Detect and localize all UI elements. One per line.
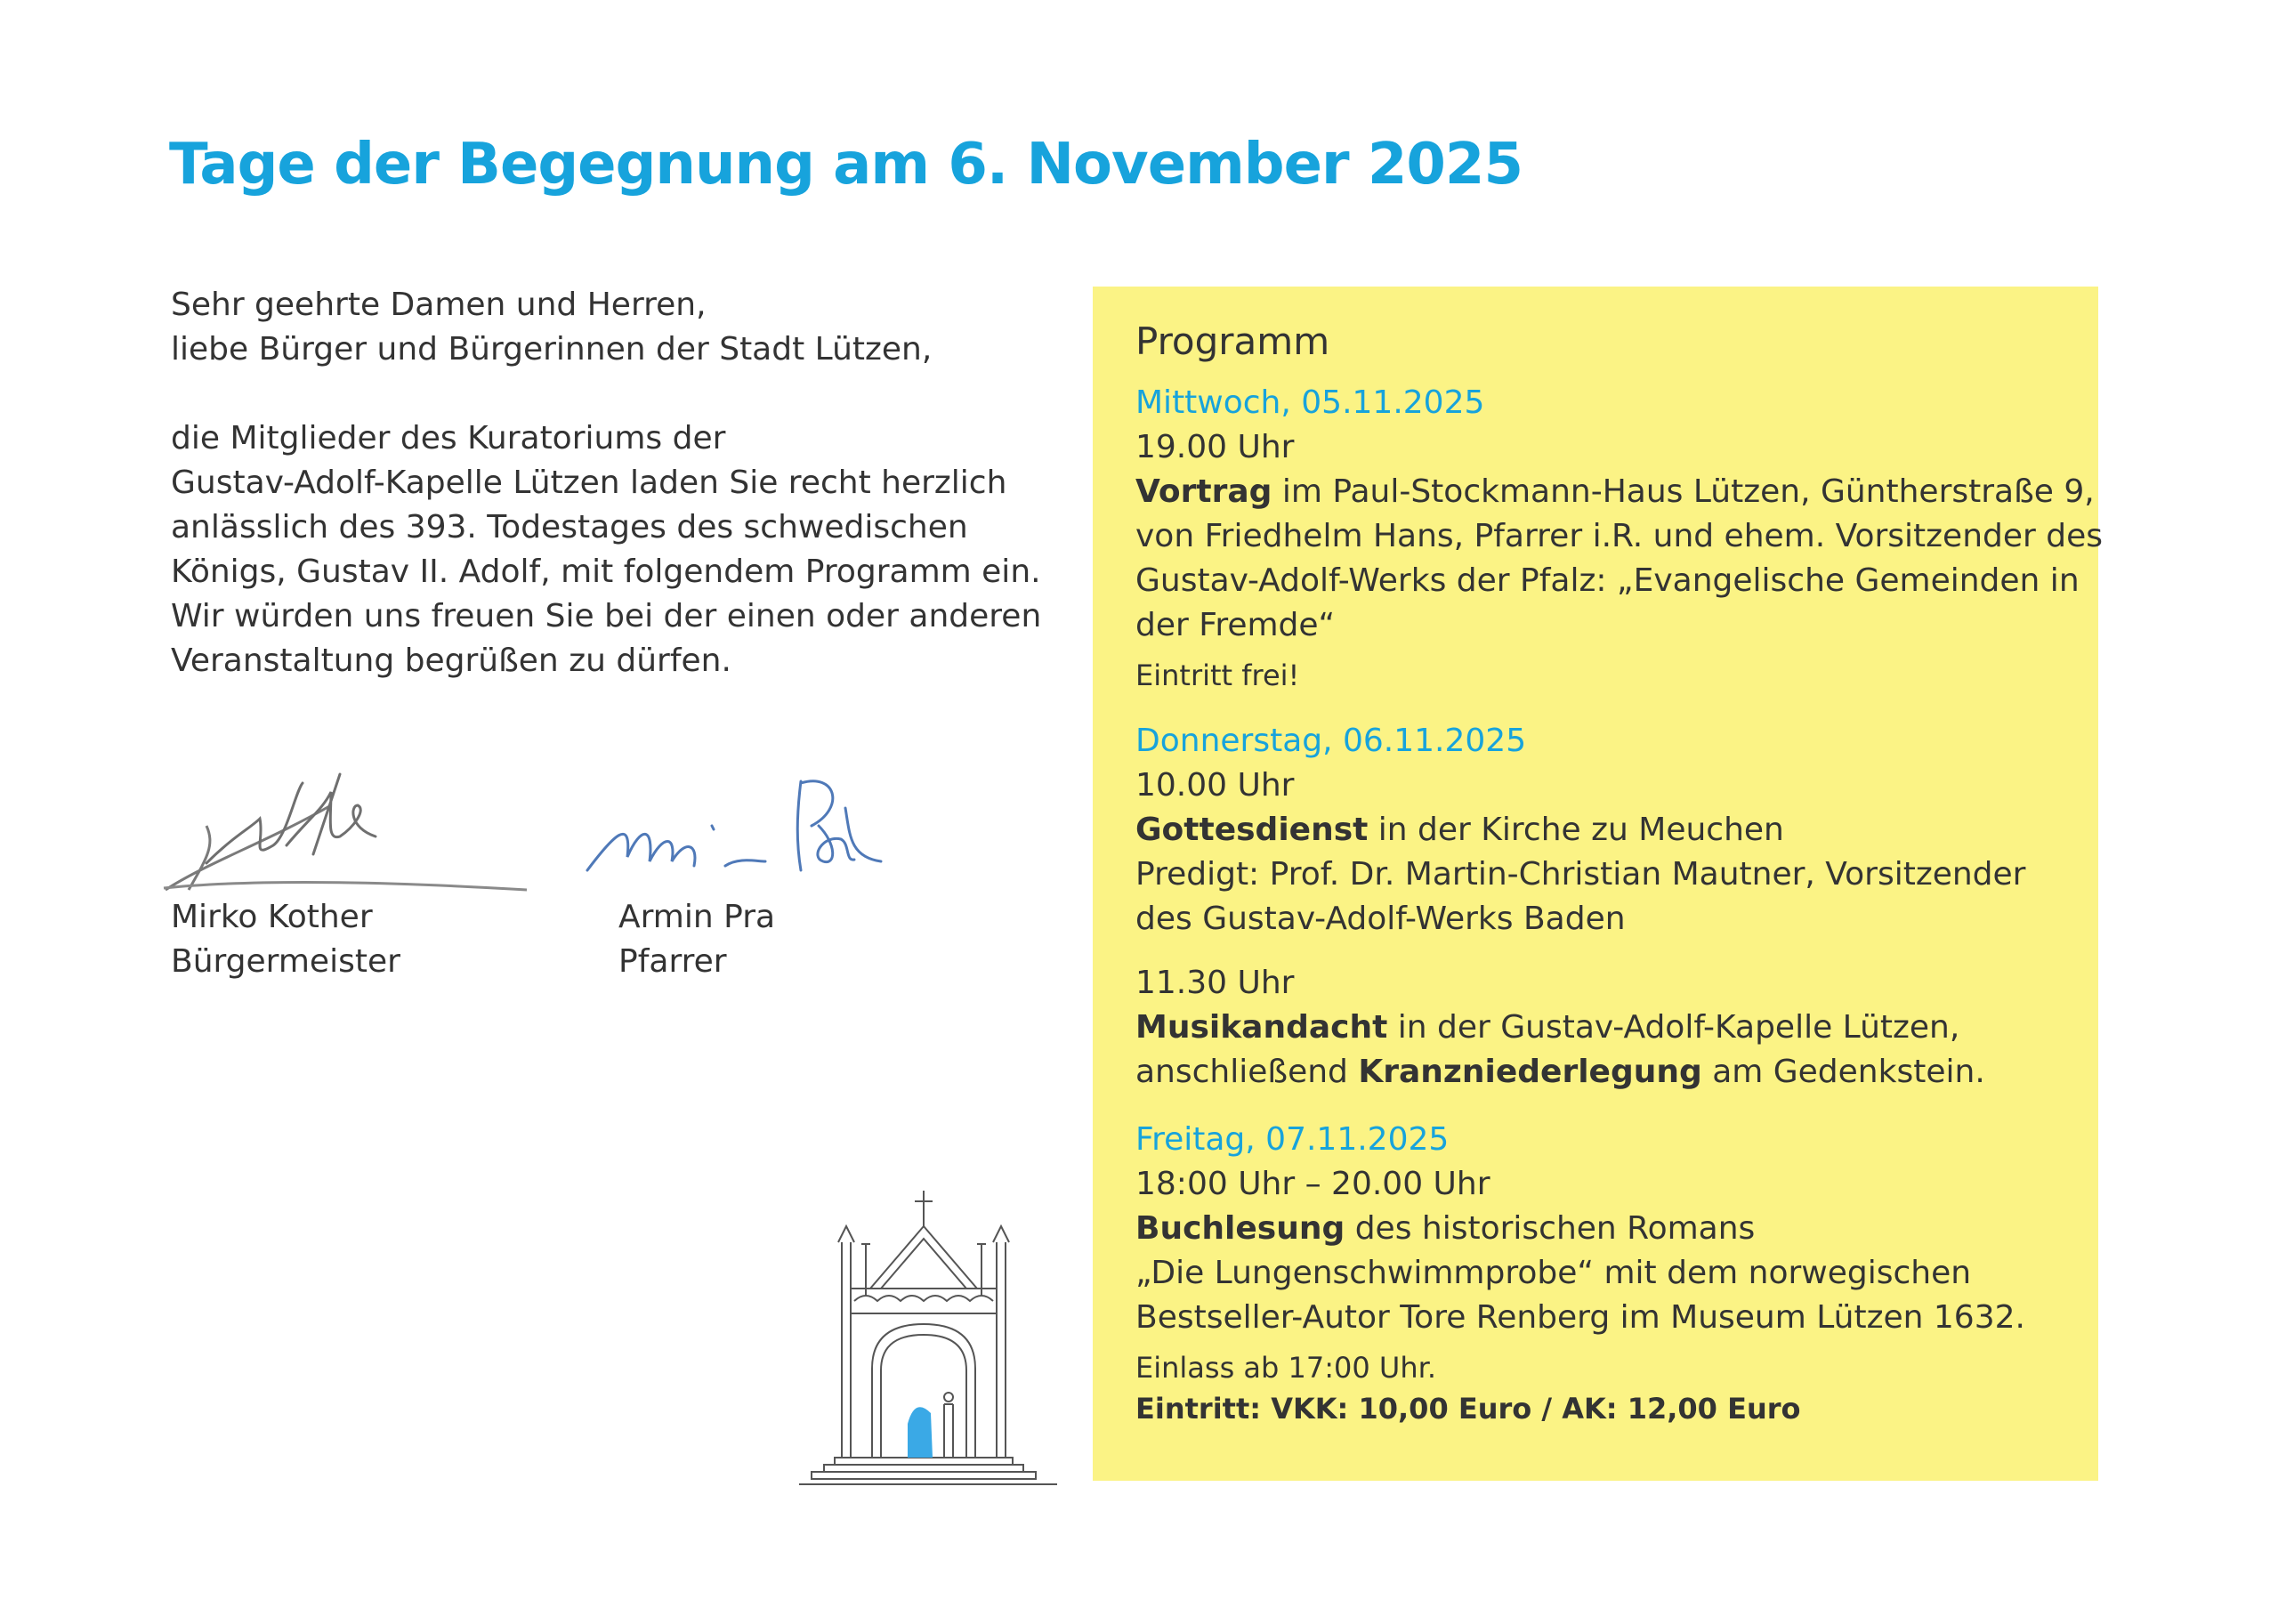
signatory-role: Pfarrer	[618, 943, 727, 980]
event-text: im Paul-Stockmann-Haus Lützen, Güntherstraße 9,	[1272, 473, 2095, 510]
admission-note: Eintritt frei!	[1135, 658, 1300, 692]
event-text: des historischen Romans	[1345, 1210, 1756, 1247]
salutation-line: liebe Bürger und Bürgerinnen der Stadt Lützen,	[171, 331, 933, 368]
event-title: Musikandacht	[1135, 1009, 1388, 1046]
salutation-line: Sehr geehrte Damen und Herren,	[171, 287, 707, 323]
signature-mayor	[153, 756, 536, 908]
page-title: Tage der Begegnung am 6. November 2025	[169, 132, 1523, 198]
event-title: Buchlesung	[1135, 1210, 1345, 1247]
signatory-name: Mirko Kother	[171, 899, 373, 935]
program-time: 18:00 Uhr – 20.00 Uhr	[1135, 1166, 1490, 1202]
program-day-date: Donnerstag, 06.11.2025	[1135, 723, 1527, 759]
signatory-name: Armin Pra	[618, 899, 776, 935]
program-event-line: der Fremde“	[1135, 607, 1336, 643]
program-panel	[1093, 287, 2104, 1481]
body-line: Gustav-Adolf-Kapelle Lützen laden Sie recht herzlich	[171, 465, 1007, 501]
program-event-line: des Gustav-Adolf-Werks Baden	[1135, 901, 1626, 937]
program-event-line	[1135, 1006, 2063, 1050]
spacer	[171, 372, 1061, 416]
program-event-line: Gustav-Adolf-Werks der Pfalz: „Evangelische Gemeinden in	[1135, 562, 2080, 599]
body-line: Wir würden uns freuen Sie bei der einen oder anderen	[171, 598, 1042, 634]
event-text: am Gedenkstein.	[1701, 1054, 1985, 1090]
program-event-line: von Friedhelm Hans, Pfarrer i.R. und ehem. Vorsitzender des	[1135, 518, 2104, 554]
event-title: Gottesdienst	[1135, 812, 1369, 848]
chapel-illustration	[799, 1191, 1057, 1486]
program-event-line	[1135, 808, 2063, 852]
signatory-role: Bürgermeister	[171, 943, 400, 980]
body-line: die Mitglieder des Kuratoriums der	[171, 420, 726, 456]
program-event-line	[1135, 1207, 2063, 1251]
program-time: 19.00 Uhr	[1135, 429, 1295, 465]
program-event-line	[1135, 470, 2095, 514]
event-title: Vortrag	[1135, 473, 1272, 510]
event-text: anschließend	[1135, 1054, 1359, 1090]
body-line: Königs, Gustav II. Adolf, mit folgendem Programm ein.	[171, 553, 1041, 590]
event-text: in der Gustav-Adolf-Kapelle Lützen,	[1387, 1009, 1960, 1046]
program-time: 11.30 Uhr	[1135, 965, 1295, 1001]
body-line: anlässlich des 393. Todestages des schwedischen	[171, 509, 968, 545]
signature-pastor	[578, 772, 908, 888]
program-day-date: Freitag, 07.11.2025	[1135, 1121, 1450, 1158]
program-event-line: „Die Lungenschwimmprobe“ mit dem norwegischen	[1135, 1255, 1972, 1291]
program-event-line: Predigt: Prof. Dr. Martin-Christian Mautner, Vorsitzender	[1135, 856, 2026, 893]
body-line: Veranstaltung begrüßen zu dürfen.	[171, 642, 731, 679]
program-day-date: Mittwoch, 05.11.2025	[1135, 384, 1485, 421]
program-time: 10.00 Uhr	[1135, 767, 1295, 804]
admission-price: Eintritt: VKK: 10,00 Euro / AK: 12,00 Euro	[1135, 1392, 1801, 1426]
event-text: in der Kirche zu Meuchen	[1368, 812, 1784, 848]
program-heading: Programm	[1135, 319, 1330, 363]
program-event-line	[1135, 1050, 2063, 1095]
letter-text	[171, 283, 1061, 683]
program-event-line: Bestseller-Autor Tore Renberg im Museum Lützen 1632.	[1135, 1299, 2025, 1336]
event-title: Kranzniederlegung	[1358, 1054, 1702, 1090]
admission-note: Einlass ab 17:00 Uhr.	[1135, 1351, 1436, 1385]
